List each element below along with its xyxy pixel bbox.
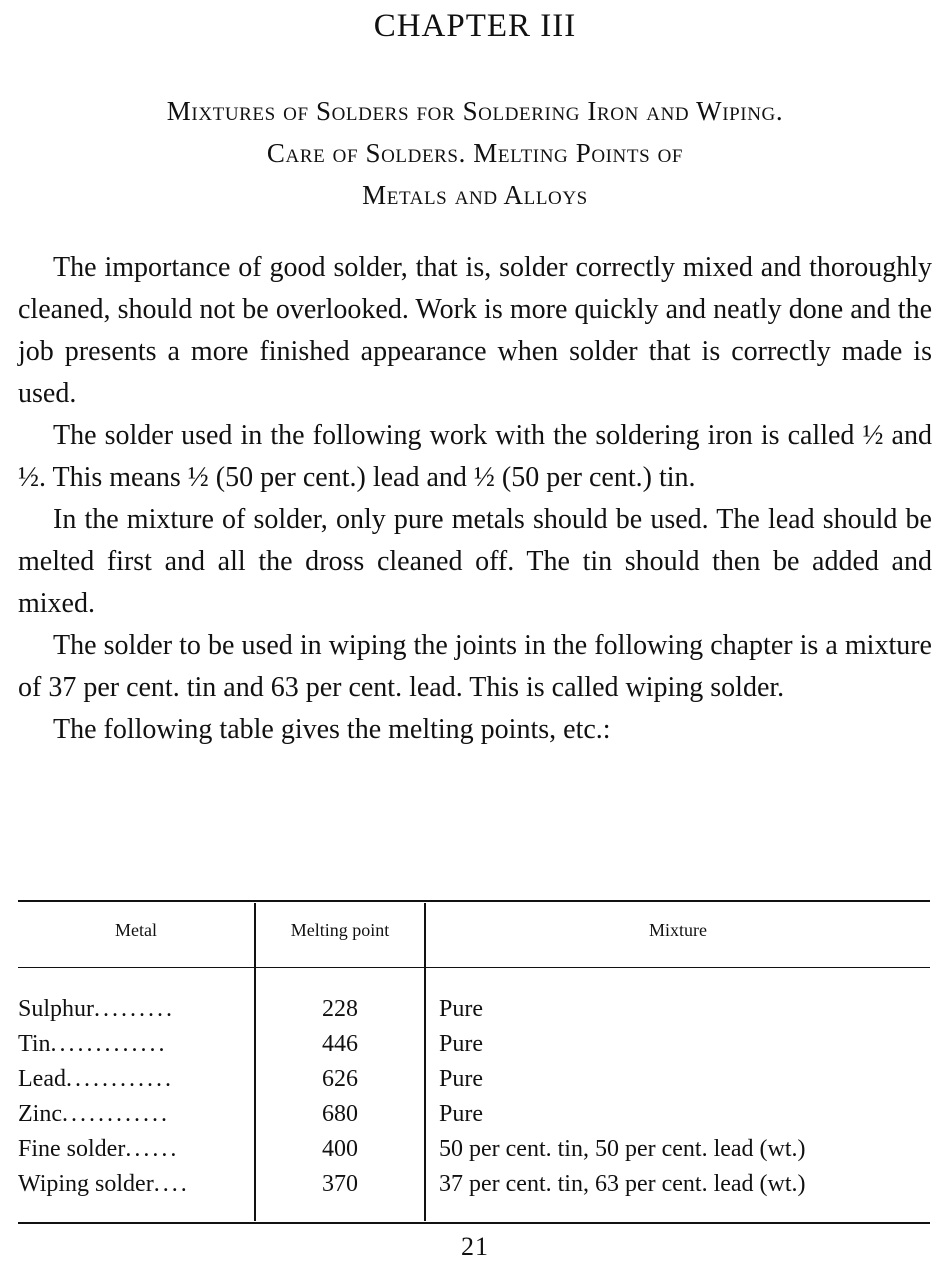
mixture-cell: Pure: [439, 996, 483, 1022]
page-number: 21: [461, 1232, 489, 1261]
mixture-cell: Pure: [439, 1031, 483, 1057]
dot-leader: ............: [65, 1066, 174, 1092]
metal-cell: Fine solder......: [18, 1136, 180, 1162]
table-body: [18, 992, 932, 1202]
dot-leader: ......: [125, 1136, 180, 1162]
table-row: [18, 1132, 932, 1167]
subtitle-line: Care of Solders. Melting Points of: [266, 138, 684, 168]
header-melting-point: Melting point: [290, 920, 390, 940]
paragraph: The importance of good solder, that is, solder correctly mixed and thoroughly cleaned, should not be overlooked. Work is more quickly and neatly done and the job presents a more finished appearance when solder that is correctly made is used.: [18, 252, 932, 409]
melting-point-cell: 626: [322, 1066, 358, 1092]
paragraph: In the mixture of solder, only pure metals should be used. The lead should be melted first and all the dross cleaned off. The tin should then be added and mixed.: [18, 504, 932, 619]
metal-cell: Tin.............: [18, 1031, 168, 1057]
table-row: [18, 1062, 932, 1097]
chapter-title: CHAPTER III: [373, 8, 577, 44]
melting-point-cell: 370: [322, 1171, 358, 1197]
table-bottom-rule: [18, 1222, 930, 1224]
table-row: [18, 1027, 932, 1062]
metal-cell: Wiping solder....: [18, 1171, 190, 1197]
header-metal: Metal: [115, 920, 157, 940]
paragraph: The solder used in the following work with the soldering iron is called ½ and ½. This means ½ (50 per cent.) lead and ½ (50 per cent.) tin.: [18, 420, 932, 493]
metal-cell: Zinc............: [18, 1101, 170, 1127]
mixture-cell: 50 per cent. tin, 50 per cent. lead (wt.): [439, 1136, 806, 1162]
dot-leader: ....: [153, 1171, 190, 1197]
body-text: [18, 247, 932, 751]
mixture-cell: 37 per cent. tin, 63 per cent. lead (wt.): [439, 1171, 806, 1197]
dot-leader: .............: [50, 1031, 168, 1057]
mixture-cell: Pure: [439, 1066, 483, 1092]
melting-point-cell: 680: [322, 1101, 358, 1127]
dot-leader: .........: [94, 996, 176, 1022]
metal-cell: Lead............: [18, 1066, 174, 1092]
mixture-cell: Pure: [439, 1101, 483, 1127]
subtitle-line: Metals and Alloys: [362, 180, 588, 210]
dot-leader: ............: [61, 1101, 170, 1127]
melting-point-cell: 400: [322, 1136, 358, 1162]
table-row: [18, 1097, 932, 1132]
melting-point-cell: 446: [322, 1031, 358, 1057]
metal-cell: Sulphur.........: [18, 996, 176, 1022]
table-row: [18, 1167, 932, 1202]
melting-point-cell: 228: [322, 996, 358, 1022]
paragraph: The following table gives the melting points, etc.:: [53, 714, 611, 745]
table-header-rule: [18, 967, 930, 968]
chapter-subtitle: [18, 90, 932, 216]
paragraph: The solder to be used in wiping the joints in the following chapter is a mixture of 37 per cent. tin and 63 per cent. lead. This is called wiping solder.: [18, 630, 932, 703]
table-top-rule: [18, 900, 930, 902]
header-mixture: Mixture: [649, 920, 707, 940]
book-page: [18, 0, 932, 1274]
table-row: [18, 992, 932, 1027]
subtitle-line: Mixtures of Solders for Soldering Iron and Wiping.: [166, 96, 784, 126]
